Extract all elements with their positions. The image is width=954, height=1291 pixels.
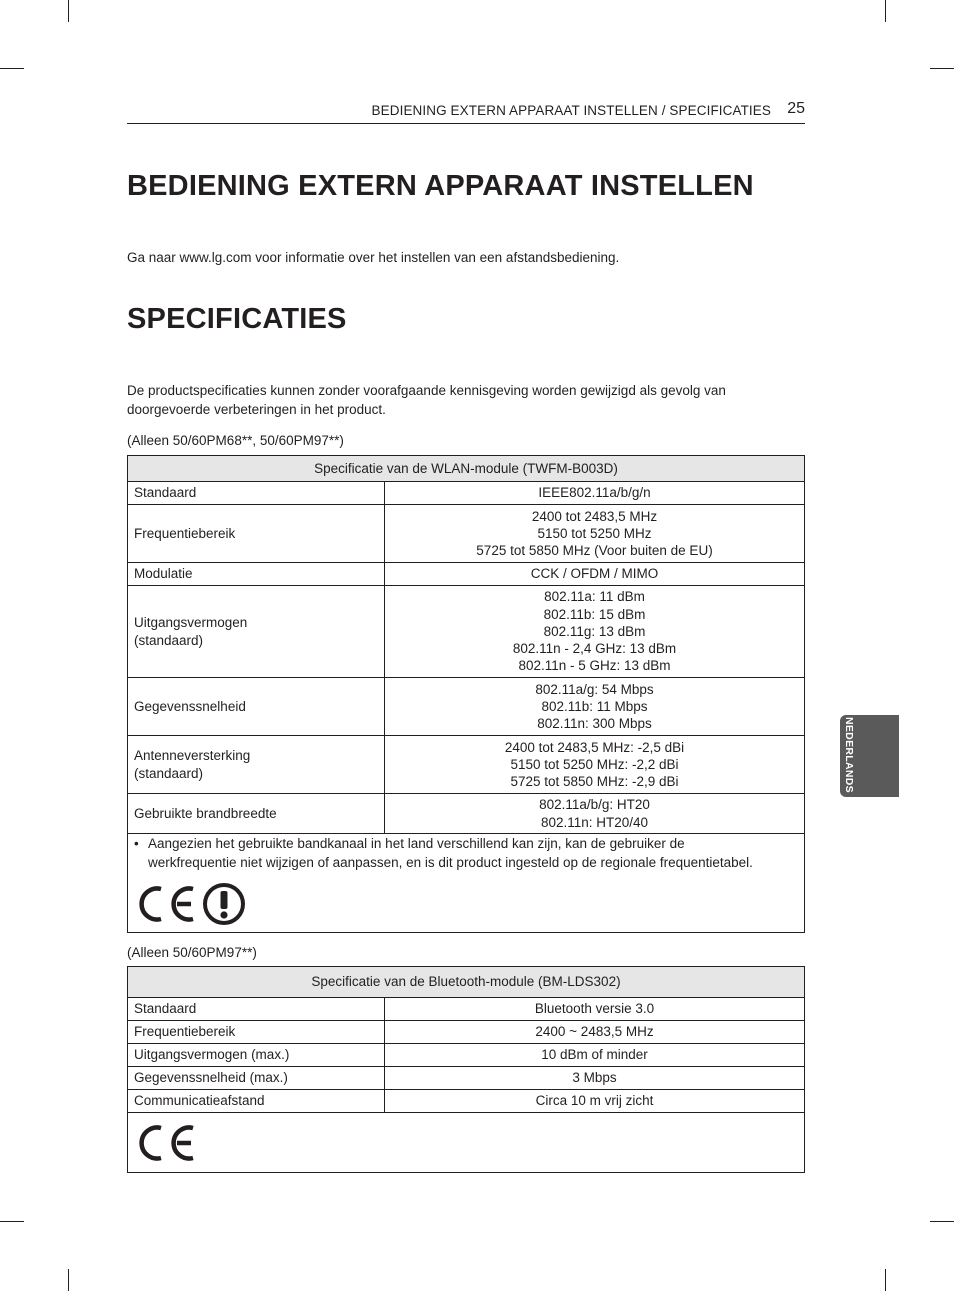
wlan-footnote-row xyxy=(128,834,805,933)
running-header-text: BEDIENING EXTERN APPARAAT INSTELLEN / SPECIFICATIES xyxy=(371,103,771,118)
row-label: Frequentiebereik xyxy=(128,505,385,563)
row-value: Bluetooth versie 3.0 xyxy=(385,998,805,1021)
row-label: Gegevenssnelheid (max.) xyxy=(128,1067,385,1090)
label-line: (standaard) xyxy=(134,765,204,781)
value-line: 802.11a/b/g: HT20 xyxy=(539,797,650,813)
row-label: Modulatie xyxy=(128,563,385,586)
row-label: Frequentiebereik xyxy=(128,1021,385,1044)
section-title-remote: BEDIENING EXTERN APPARAAT INSTELLEN xyxy=(127,170,754,202)
table-row xyxy=(128,1044,805,1067)
table-row xyxy=(128,794,805,834)
row-label: Standaard xyxy=(128,998,385,1021)
wlan-table-header: Specificatie van de WLAN-module (TWFM-B003D) xyxy=(128,456,805,482)
row-label: Uitgangsvermogen (max.) xyxy=(128,1044,385,1067)
value-line: 802.11n: HT20/40 xyxy=(540,814,649,830)
table-row xyxy=(128,563,805,586)
page-number: 25 xyxy=(787,100,805,117)
table-row xyxy=(128,998,805,1021)
specs-intro-line: De productspecificaties kunnen zonder voorafgaande kennisgeving worden gewijzigd als gevolg van xyxy=(127,383,726,398)
footnote-line: werkfrequentie niet wijzigen of aanpassen, en is dit product ingesteld op de regionale frequentietabel. xyxy=(148,855,753,870)
row-value: CCK / OFDM / MIMO xyxy=(385,563,805,586)
value-line: 802.11n - 5 GHz: 13 dBm xyxy=(518,658,671,674)
crop-mark xyxy=(0,68,24,69)
table-row xyxy=(128,1090,805,1113)
specs-intro-paragraph xyxy=(127,381,807,419)
remote-paragraph: Ga naar www.lg.com voor informatie over het instellen van een afstandsbediening. xyxy=(127,250,620,265)
label-line: Antenneversterking xyxy=(134,748,251,764)
running-header xyxy=(127,99,805,124)
row-label xyxy=(128,736,385,794)
row-value xyxy=(385,736,805,794)
row-label: Standaard xyxy=(128,482,385,505)
row-value: 10 dBm of minder xyxy=(385,1044,805,1067)
value-line: 802.11b: 11 Mbps xyxy=(541,698,648,714)
row-value xyxy=(385,678,805,736)
bluetooth-marks-cell xyxy=(128,1113,805,1173)
row-label: Gebruikte brandbreedte xyxy=(128,794,385,834)
row-label: Gegevenssnelheid xyxy=(128,678,385,736)
row-value: IEEE802.11a/b/g/n xyxy=(385,482,805,505)
row-value xyxy=(385,505,805,563)
value-line: 5150 tot 5250 MHz: -2,2 dBi xyxy=(510,756,679,772)
value-line: 802.11g: 13 dBm xyxy=(543,623,646,639)
crop-mark xyxy=(885,0,886,22)
bluetooth-model-note: (Alleen 50/60PM97**) xyxy=(127,945,257,960)
certification-marks xyxy=(134,1123,798,1163)
ce-mark-icon xyxy=(136,1123,198,1163)
crop-mark xyxy=(930,1221,954,1222)
bluetooth-spec-table xyxy=(127,966,805,1173)
language-label: NEDERLANDS xyxy=(843,717,855,793)
row-value xyxy=(385,794,805,834)
footnote-line: Aangezien het gebruikte bandkanaal in het land verschillend kan zijn, kan de gebruiker de xyxy=(148,836,685,851)
table-row xyxy=(128,586,805,678)
table-row xyxy=(128,482,805,505)
table-row xyxy=(128,678,805,736)
wlan-footnote-cell xyxy=(128,834,805,933)
crop-mark xyxy=(0,1221,24,1222)
value-line: 2400 tot 2483,5 MHz xyxy=(531,508,658,524)
bullet: • xyxy=(134,836,139,851)
value-line: 802.11b: 15 dBm xyxy=(543,606,646,622)
section-title-specs: SPECIFICATIES xyxy=(127,303,347,335)
alert-class2-icon xyxy=(202,882,246,926)
table-row xyxy=(128,736,805,794)
value-line: 802.11n: 300 Mbps xyxy=(537,716,652,732)
value-line: 2400 tot 2483,5 MHz: -2,5 dBi xyxy=(504,739,685,755)
bluetooth-table-header: Specificatie van de Bluetooth-module (BM-LDS302) xyxy=(128,967,805,998)
value-line: 5725 tot 5850 MHz (Voor buiten de EU) xyxy=(476,543,713,559)
crop-mark xyxy=(930,68,954,69)
crop-mark xyxy=(68,1269,69,1291)
table-row xyxy=(128,1067,805,1090)
value-line: 5725 tot 5850 MHz: -2,9 dBi xyxy=(510,774,679,790)
language-side-tab xyxy=(840,715,899,797)
row-value: 3 Mbps xyxy=(385,1067,805,1090)
value-line: 5150 tot 5250 MHz xyxy=(537,525,652,541)
ce-mark-icon xyxy=(136,884,198,924)
value-line: 802.11a: 11 dBm xyxy=(544,589,645,605)
row-label xyxy=(128,586,385,678)
table-row xyxy=(128,1021,805,1044)
bluetooth-marks-row xyxy=(128,1113,805,1173)
row-value xyxy=(385,586,805,678)
crop-mark xyxy=(68,0,69,22)
value-line: 802.11a/g: 54 Mbps xyxy=(535,681,654,697)
wlan-footnote xyxy=(134,834,798,872)
row-value: Circa 10 m vrij zicht xyxy=(385,1090,805,1113)
wlan-spec-table xyxy=(127,455,805,933)
value-line: 802.11n - 2,4 GHz: 13 dBm xyxy=(512,641,677,657)
row-label: Communicatieafstand xyxy=(128,1090,385,1113)
specs-intro-line: doorgevoerde verbeteringen in het product. xyxy=(127,402,386,417)
label-line: (standaard) xyxy=(134,632,204,648)
label-line: Uitgangsvermogen xyxy=(134,615,248,631)
certification-marks xyxy=(134,872,798,926)
crop-mark xyxy=(885,1269,886,1291)
row-value: 2400 ~ 2483,5 MHz xyxy=(385,1021,805,1044)
table-row xyxy=(128,505,805,563)
wlan-model-note: (Alleen 50/60PM68**, 50/60PM97**) xyxy=(127,433,344,448)
